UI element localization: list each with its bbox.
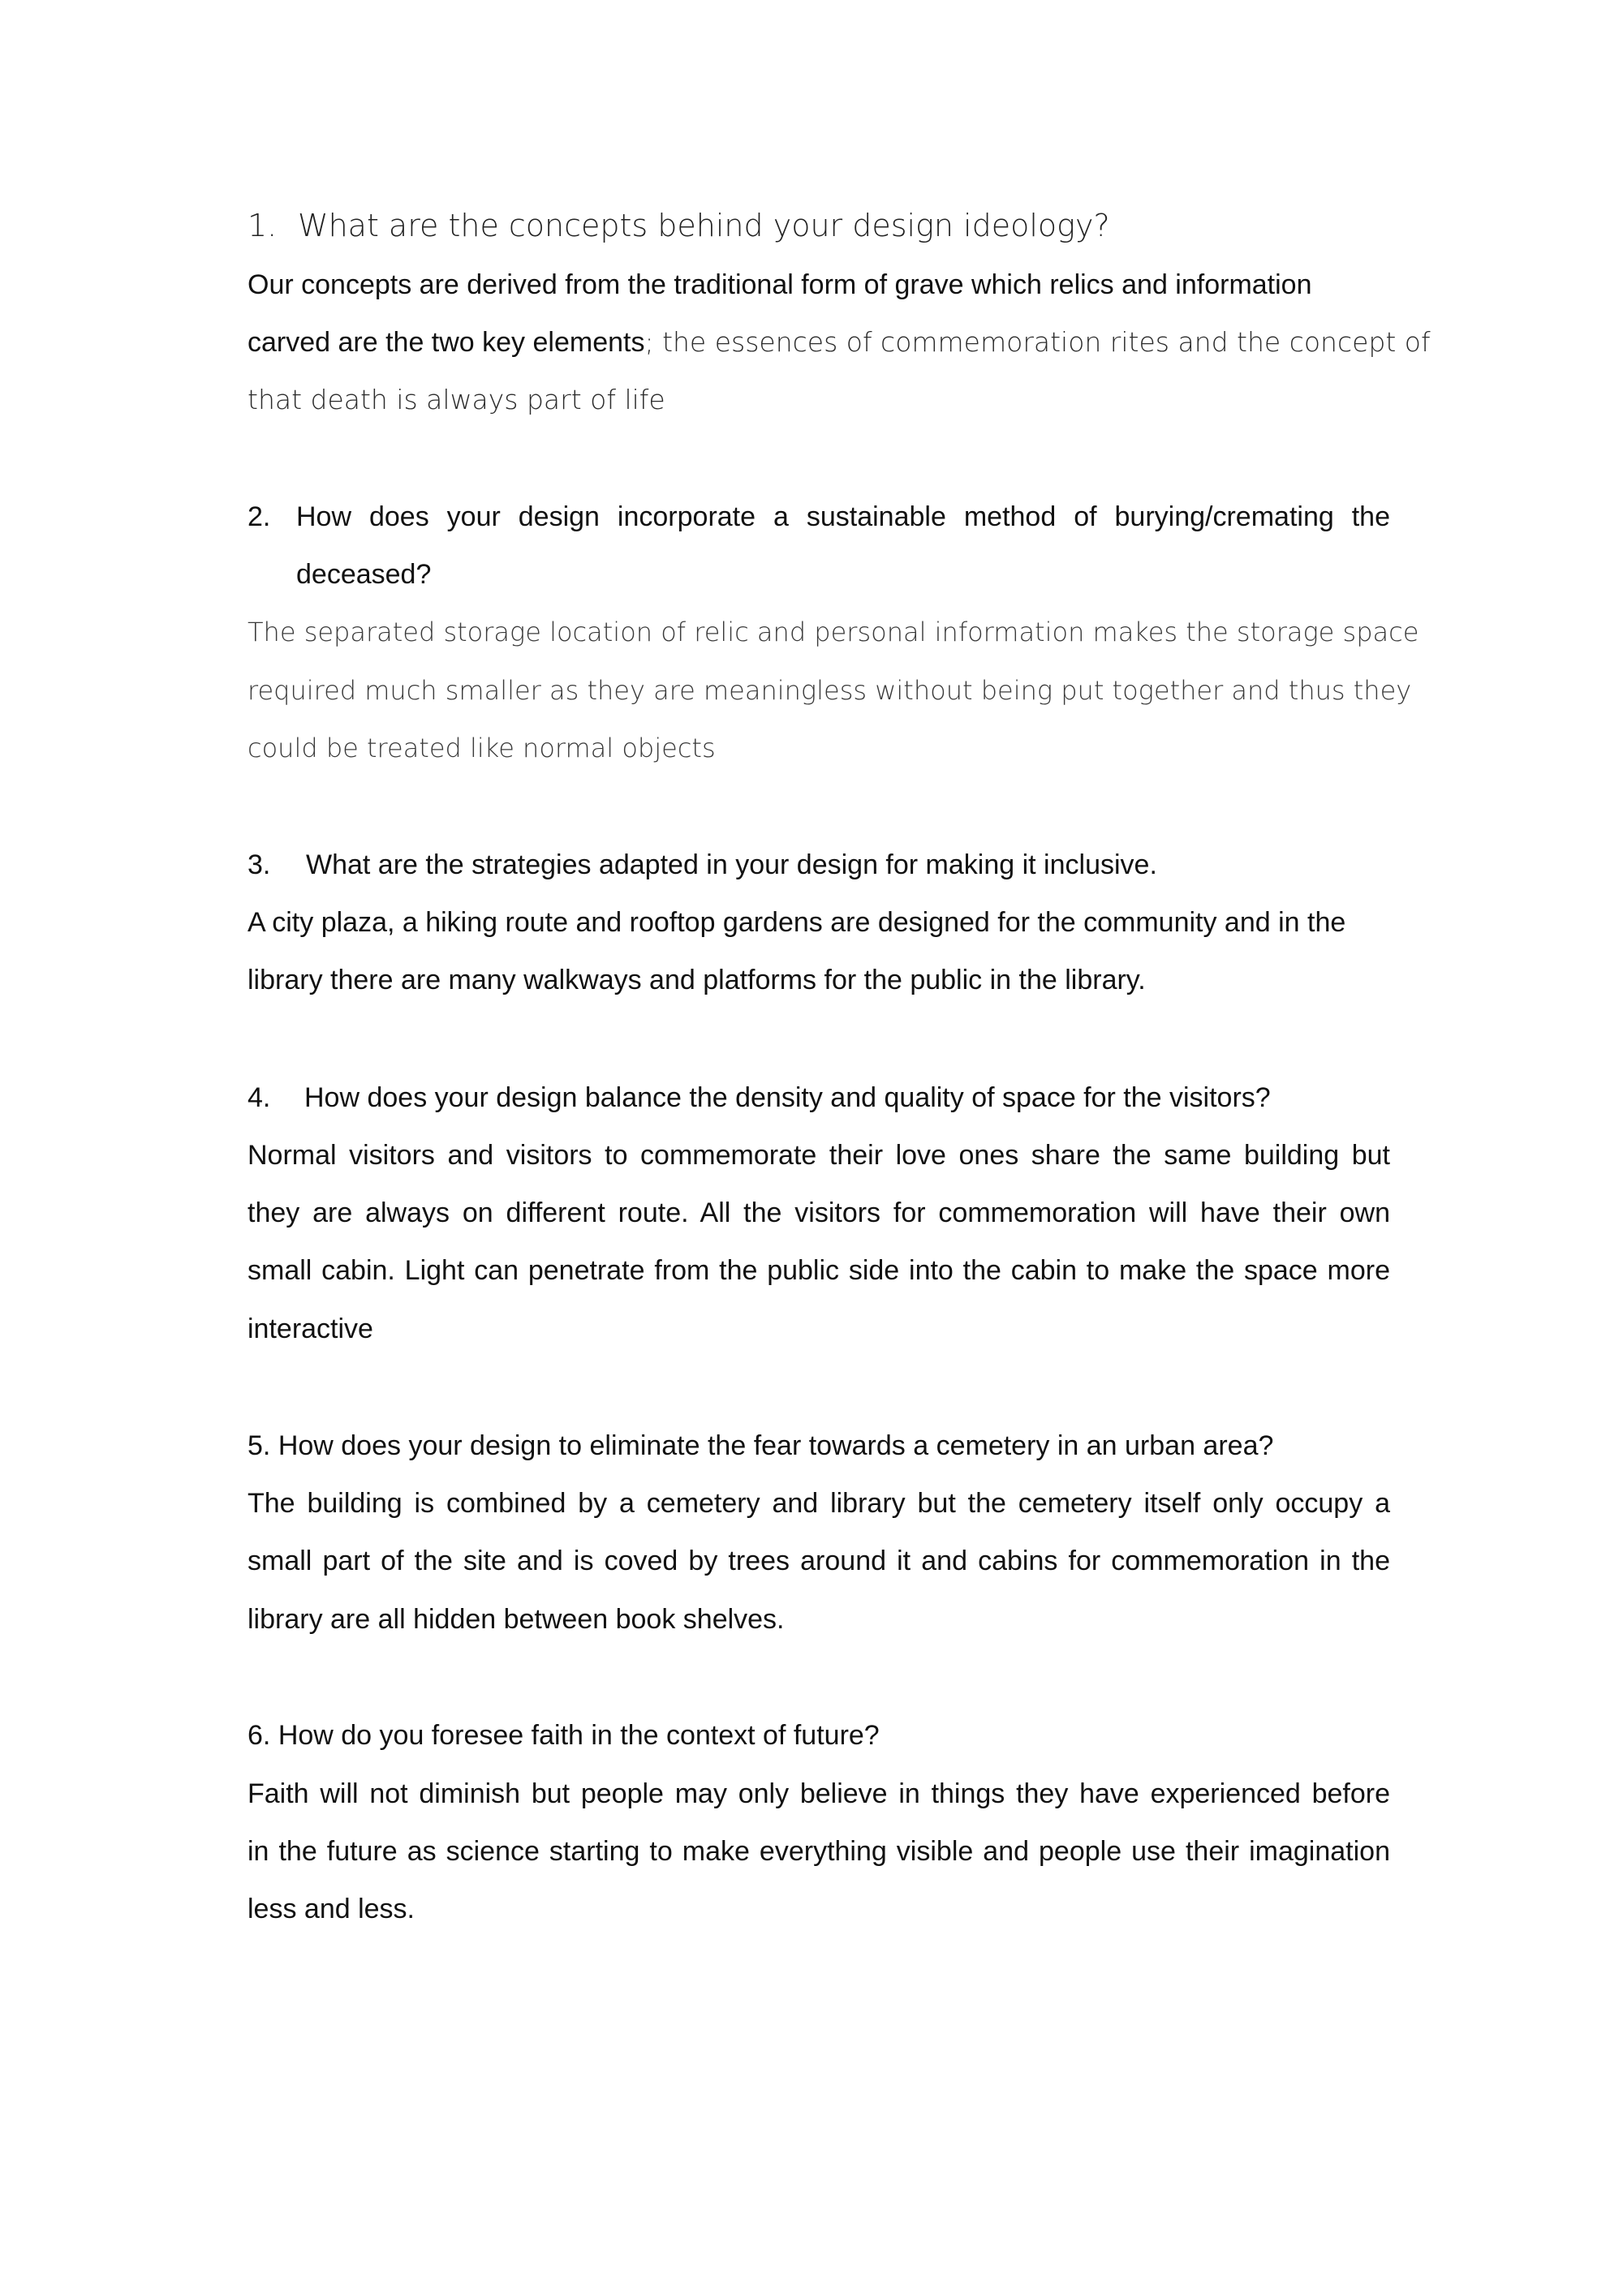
question-number: 4. <box>248 1082 271 1113</box>
question-number: 6. <box>248 1720 271 1751</box>
answer-text-light: could be treated like normal objects <box>248 733 716 763</box>
answer-5-line-1 <box>248 1486 1390 1521</box>
answer-text: Our concepts are derived from the traditional form of grave which relics and information <box>248 269 1312 300</box>
question-text: What are the strategies adapted in your design for making it inclusive. <box>306 849 1157 880</box>
question-number: 3. <box>248 849 271 880</box>
answer-text-light: that death is always part of life <box>248 384 665 415</box>
answer-text: A city plaza, a hiking route and rooftop gardens are designed for the community and in the <box>248 907 1346 938</box>
answer-text-light: ; the essences of commemoration rites and the concept of <box>644 326 1431 358</box>
answer-text-light: The separated storage location of relic and personal information makes the storage space <box>248 617 1419 647</box>
question-text: How does your design to eliminate the fear towards a cemetery in an urban area? <box>278 1430 1274 1461</box>
answer-text: Normal visitors and visitors to commemorate their love ones share the same building but <box>248 1140 1390 1171</box>
question-text: How does your design balance the density and quality of space for the visitors? <box>304 1082 1271 1113</box>
question-2-line-1 <box>248 499 1390 535</box>
answer-3-line-2 <box>248 962 1146 998</box>
question-number: 2. <box>248 501 271 532</box>
question-3-heading <box>248 847 1157 883</box>
answer-1-line-1 <box>248 267 1312 303</box>
question-1-heading <box>248 208 1110 245</box>
answer-2-line-3 <box>248 730 716 766</box>
answer-text: The building is combined by a cemetery and library but the cemetery itself only occupy a <box>248 1488 1390 1519</box>
answer-4-line-1 <box>248 1137 1390 1173</box>
answer-1-line-2 <box>248 325 1431 360</box>
answer-6-line-2 <box>248 1834 1390 1869</box>
question-text: How does your design incorporate a sustainable method of burying/cremating the <box>296 501 1390 532</box>
answer-text: they are always on different route. All the visitors for commemoration will have their own <box>248 1197 1390 1228</box>
question-number: 1. <box>248 208 278 243</box>
answer-text: interactive <box>248 1314 373 1344</box>
answer-text: library are all hidden between book shelves. <box>248 1604 785 1635</box>
answer-5-line-3 <box>248 1602 785 1637</box>
answer-6-line-3 <box>248 1891 415 1927</box>
answer-4-line-4 <box>248 1311 373 1347</box>
answer-text: small cabin. Light can penetrate from the public side into the cabin to make the space more <box>248 1255 1390 1286</box>
answer-4-line-2 <box>248 1195 1390 1231</box>
question-number: 5. <box>248 1430 271 1461</box>
question-4-heading <box>248 1080 1271 1116</box>
question-5-heading <box>248 1428 1273 1464</box>
answer-text: carved are the two key elements <box>248 327 645 358</box>
answer-3-line-1 <box>248 905 1345 940</box>
answer-4-line-3 <box>248 1253 1390 1288</box>
answer-text: Faith will not diminish but people may only believe in things they have experienced before <box>248 1778 1390 1809</box>
answer-text: less and less. <box>248 1894 415 1924</box>
answer-text: small part of the site and is coved by trees around it and cabins for commemoration in the <box>248 1546 1390 1576</box>
answer-2-line-1 <box>248 614 1419 650</box>
question-text: deceased? <box>296 559 432 590</box>
answer-text-light: required much smaller as they are meaningless without being put together and thus they <box>248 675 1412 706</box>
question-2-line-2 <box>296 557 431 592</box>
question-6-heading <box>248 1718 880 1753</box>
answer-text: library there are many walkways and platforms for the public in the library. <box>248 965 1146 995</box>
answer-5-line-2 <box>248 1543 1390 1579</box>
answer-6-line-1 <box>248 1776 1390 1812</box>
answer-2-line-2 <box>248 673 1412 708</box>
answer-1-line-3 <box>248 382 665 418</box>
question-text: What are the concepts behind your design ideology? <box>298 208 1110 243</box>
question-text: How do you foresee faith in the context of future? <box>278 1720 880 1751</box>
answer-text: in the future as science starting to make everything visible and people use their imagination <box>248 1836 1390 1867</box>
